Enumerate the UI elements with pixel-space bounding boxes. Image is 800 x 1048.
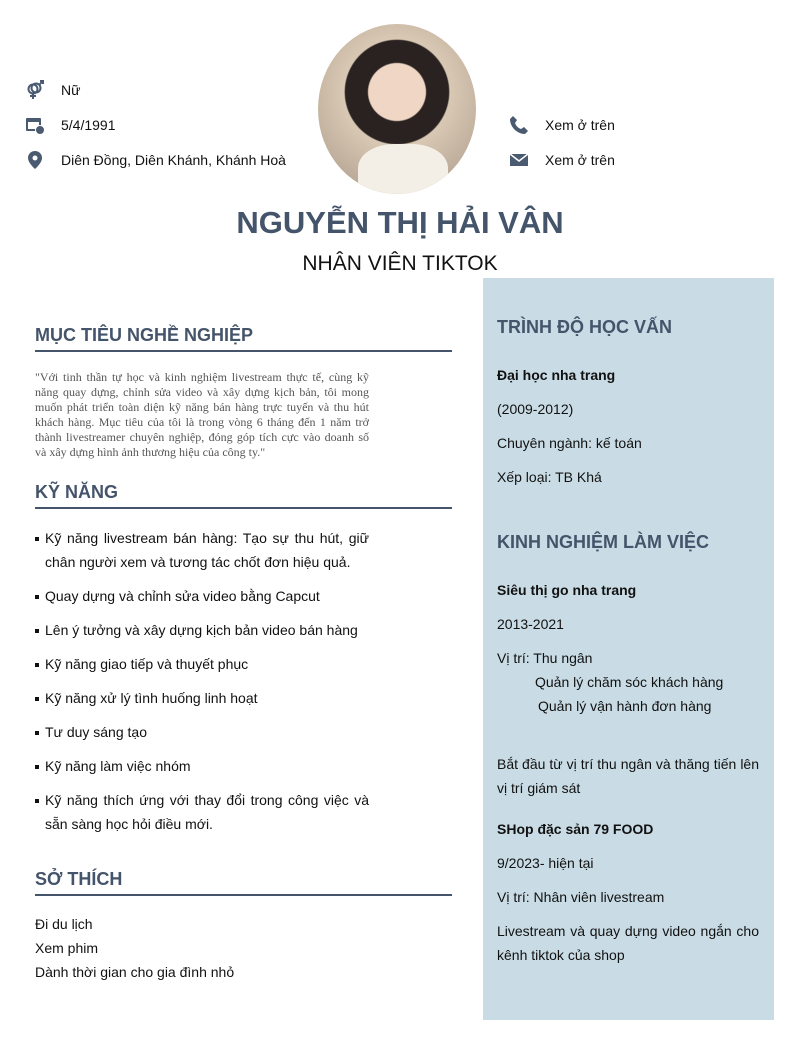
skills-list	[35, 526, 369, 846]
school: Đại học nha trang	[497, 367, 616, 383]
calendar-icon	[25, 115, 45, 135]
candidate-name: NGUYỄN THỊ HẢI VÂN	[236, 205, 564, 240]
gender-icon	[25, 80, 45, 100]
phone-row	[509, 115, 615, 135]
major: Chuyên ngành: kế toán	[497, 435, 642, 451]
skill-item: Kỹ năng làm việc nhóm	[35, 754, 369, 778]
skill-item: Kỹ năng thích ứng với thay đổi trong công việc và sẵn sàng học hỏi điều mới.	[35, 788, 369, 836]
grade: Xếp loại: TB Khá	[497, 469, 602, 485]
skill-item: Lên ý tưởng và xây dựng kịch bản video bán hàng	[35, 618, 369, 642]
address-row	[25, 150, 286, 170]
envelope-icon	[509, 150, 529, 170]
hobby-item: Xem phim	[35, 940, 99, 956]
divider	[35, 507, 452, 509]
skill-item: Tư duy sáng tạo	[35, 720, 369, 744]
skill-item: Kỹ năng giao tiếp và thuyết phục	[35, 652, 369, 676]
divider	[35, 350, 452, 352]
divider	[35, 894, 452, 896]
job-period: 2013-2021	[497, 616, 564, 632]
dob: 5/4/1991	[61, 117, 116, 133]
skill-item: Quay dựng và chỉnh sửa video bằng Capcut	[35, 584, 369, 608]
gender: Nữ	[61, 82, 81, 98]
email-row	[509, 150, 615, 170]
job-title: NHÂN VIÊN TIKTOK	[302, 252, 498, 275]
objective-heading: MỤC TIÊU NGHỀ NGHIỆP	[35, 325, 254, 345]
hobbies-heading: SỞ THÍCH	[35, 869, 123, 889]
address: Diên Đồng, Diên Khánh, Khánh Hoà	[61, 152, 286, 168]
job-description: Bắt đầu từ vị trí thu ngân và thăng tiến lên vị trí giám sát	[497, 756, 759, 796]
experience-heading: KINH NGHIỆM LÀM VIỆC	[497, 532, 710, 552]
location-pin-icon	[25, 150, 45, 170]
education-heading: TRÌNH ĐỘ HỌC VẤN	[497, 317, 672, 337]
objective-text: "Với tinh thần tự học và kinh nghiệm livestream thực tế, cùng kỹ năng quay dựng, chỉnh sửa video và xây dựng kịch bản, tôi mong muốn phát triển toàn diện kỹ năng bán hàng trực tuyến và thu hút khách hàng. Mục tiêu của tôi là trong vòng 6 tháng đến 1 năm trở thành livestreamer chuyên nghiệp, đóng góp tích cực vào doanh số và xây dựng hình ảnh thương hiệu của công ty."	[35, 370, 369, 459]
education-period: (2009-2012)	[497, 401, 574, 417]
hobby-item: Dành thời gian cho gia đình nhỏ	[35, 964, 235, 980]
email: Xem ở trên	[545, 152, 615, 168]
company: Siêu thị go nha trang	[497, 582, 637, 598]
skill-item: Kỹ năng xử lý tình huống linh hoạt	[35, 686, 369, 710]
job-description: Livestream và quay dựng video ngắn cho kênh tiktok của shop	[497, 923, 759, 963]
hobbies-list	[35, 912, 234, 984]
phone-icon	[509, 115, 529, 135]
position: Vị trí: Nhân viên livestream	[497, 889, 665, 905]
avatar-photo	[318, 24, 476, 194]
dob-row	[25, 115, 116, 135]
position: Vị trí: Thu ngân	[497, 650, 593, 666]
responsibility: Quản lý chăm sóc khách hàng	[535, 674, 724, 690]
skills-heading: KỸ NĂNG	[35, 482, 119, 502]
hobby-item: Đi du lịch	[35, 916, 93, 932]
responsibility: Quản lý vận hành đơn hàng	[538, 698, 712, 714]
phone: Xem ở trên	[545, 117, 615, 133]
gender-row	[25, 80, 80, 100]
job-period: 9/2023- hiện tại	[497, 855, 594, 871]
skill-item: Kỹ năng livestream bán hàng: Tạo sự thu hút, giữ chân người xem và tương tác chốt đơn hiệu quả.	[35, 526, 369, 574]
company: SHop đặc sản 79 FOOD	[497, 821, 654, 837]
